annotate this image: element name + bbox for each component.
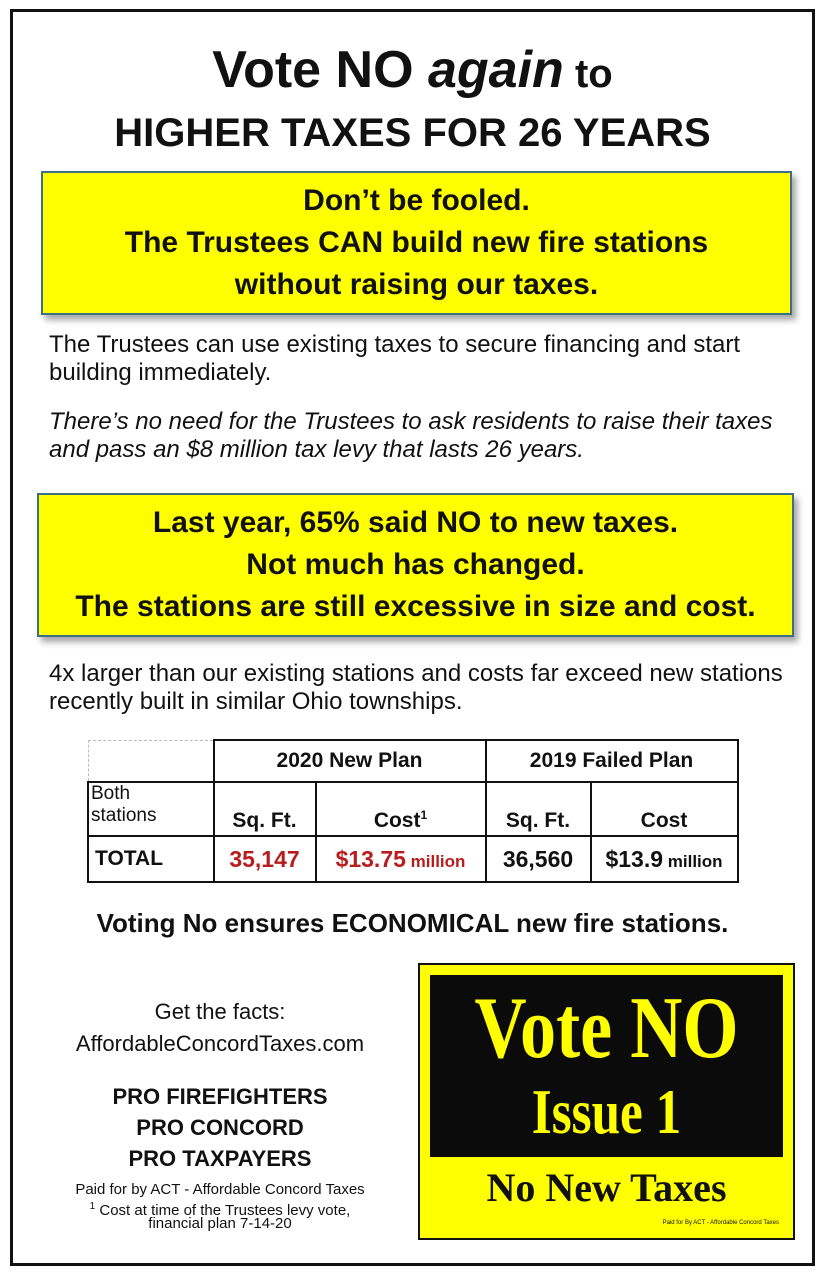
col-sqft-2019: Sq. Ft. xyxy=(486,782,591,836)
vote-no-yard-sign xyxy=(418,963,795,1240)
headline-to: to xyxy=(563,52,613,96)
callout1-line: The Trustees CAN build new fire stations xyxy=(124,226,709,259)
callout-dont-be-fooled xyxy=(41,171,792,315)
paid-for-disclaimer: Paid for by ACT - Affordable Concord Taxes xyxy=(75,1181,365,1198)
paragraph-no-need: There’s no need for the Trustees to ask residents to raise their taxes and pass an $8 million tax levy that lasts 26 years. xyxy=(49,408,773,463)
headline-again: again xyxy=(428,41,564,99)
new-plan-sqft: 35,147 xyxy=(214,836,316,882)
footnote-line2: financial plan 7-14-20 xyxy=(148,1215,292,1232)
table-header-row xyxy=(88,740,738,782)
headline-subtitle: HIGHER TAXES FOR 26 YEARS xyxy=(114,111,711,155)
sign-bottom-band xyxy=(430,1157,783,1228)
callout2-line: The stations are still excessive in size and cost. xyxy=(75,590,756,623)
new-plan-cost-unit: million xyxy=(405,851,466,871)
callout2-line: Last year, 65% said NO to new taxes. xyxy=(152,506,679,539)
col-cost-2020 xyxy=(316,782,486,836)
footnote-marker: 1 xyxy=(89,1201,96,1212)
total-label: TOTAL xyxy=(88,836,214,882)
headline xyxy=(0,38,825,106)
header-2020-new-plan: 2020 New Plan xyxy=(214,740,486,782)
row-label-line: stations xyxy=(91,805,157,826)
callout-last-year xyxy=(37,493,794,637)
website-link[interactable]: AffordableConcordTaxes.com xyxy=(75,1031,365,1056)
row-label-both-stations xyxy=(88,782,214,836)
pro-firefighters: PRO FIREFIGHTERS xyxy=(112,1084,328,1109)
callout2-line: Not much has changed. xyxy=(246,548,585,581)
old-plan-cost xyxy=(591,836,738,882)
old-plan-cost-unit: million xyxy=(663,851,723,871)
yard-sign-panel xyxy=(430,975,783,1228)
old-plan-cost-amount: $13.9 xyxy=(605,845,664,872)
old-plan-sqft: 36,560 xyxy=(486,836,591,882)
paragraph-existing-taxes: The Trustees can use existing taxes to secure financing and start building immediately. xyxy=(49,331,741,386)
col-cost-label: Cost xyxy=(373,809,421,832)
row-label-line: Both xyxy=(91,783,131,804)
sign-no-new-taxes: No New Taxes xyxy=(486,1165,727,1210)
header-2019-failed-plan: 2019 Failed Plan xyxy=(486,740,738,782)
footnote-text: Cost at time of the Trustees levy vote, xyxy=(95,1202,351,1219)
pro-taxpayers: PRO TAXPAYERS xyxy=(128,1146,312,1171)
get-the-facts: Get the facts: xyxy=(154,999,286,1024)
col-cost-2019: Cost xyxy=(591,782,738,836)
new-plan-cost xyxy=(316,836,486,882)
sign-vote-no: Vote NO xyxy=(474,980,739,1077)
headline-vote-no: Vote NO xyxy=(212,41,428,99)
pro-concord: PRO CONCORD xyxy=(136,1115,304,1140)
table-subheader-row xyxy=(88,782,738,836)
closing-statement: Voting No ensures ECONOMICAL new fire stations. xyxy=(96,908,729,938)
table-corner xyxy=(88,740,214,782)
sign-fine-print: Paid for By ACT - Affordable Concord Taxes xyxy=(662,1220,779,1226)
footnote-marker: 1 xyxy=(420,808,428,822)
sign-issue-1: Issue 1 xyxy=(531,1076,682,1147)
paragraph-4x-larger: 4x larger than our existing stations and costs far exceed new stations recently built in similar Ohio townships. xyxy=(49,660,783,715)
new-plan-cost-amount: $13.75 xyxy=(335,845,406,872)
col-sqft-2020: Sq. Ft. xyxy=(214,782,316,836)
table-total-row xyxy=(88,836,738,882)
comparison-table xyxy=(87,739,739,883)
callout1-line: Don’t be fooled. xyxy=(303,184,530,217)
callout1-line: without raising our taxes. xyxy=(234,268,599,301)
